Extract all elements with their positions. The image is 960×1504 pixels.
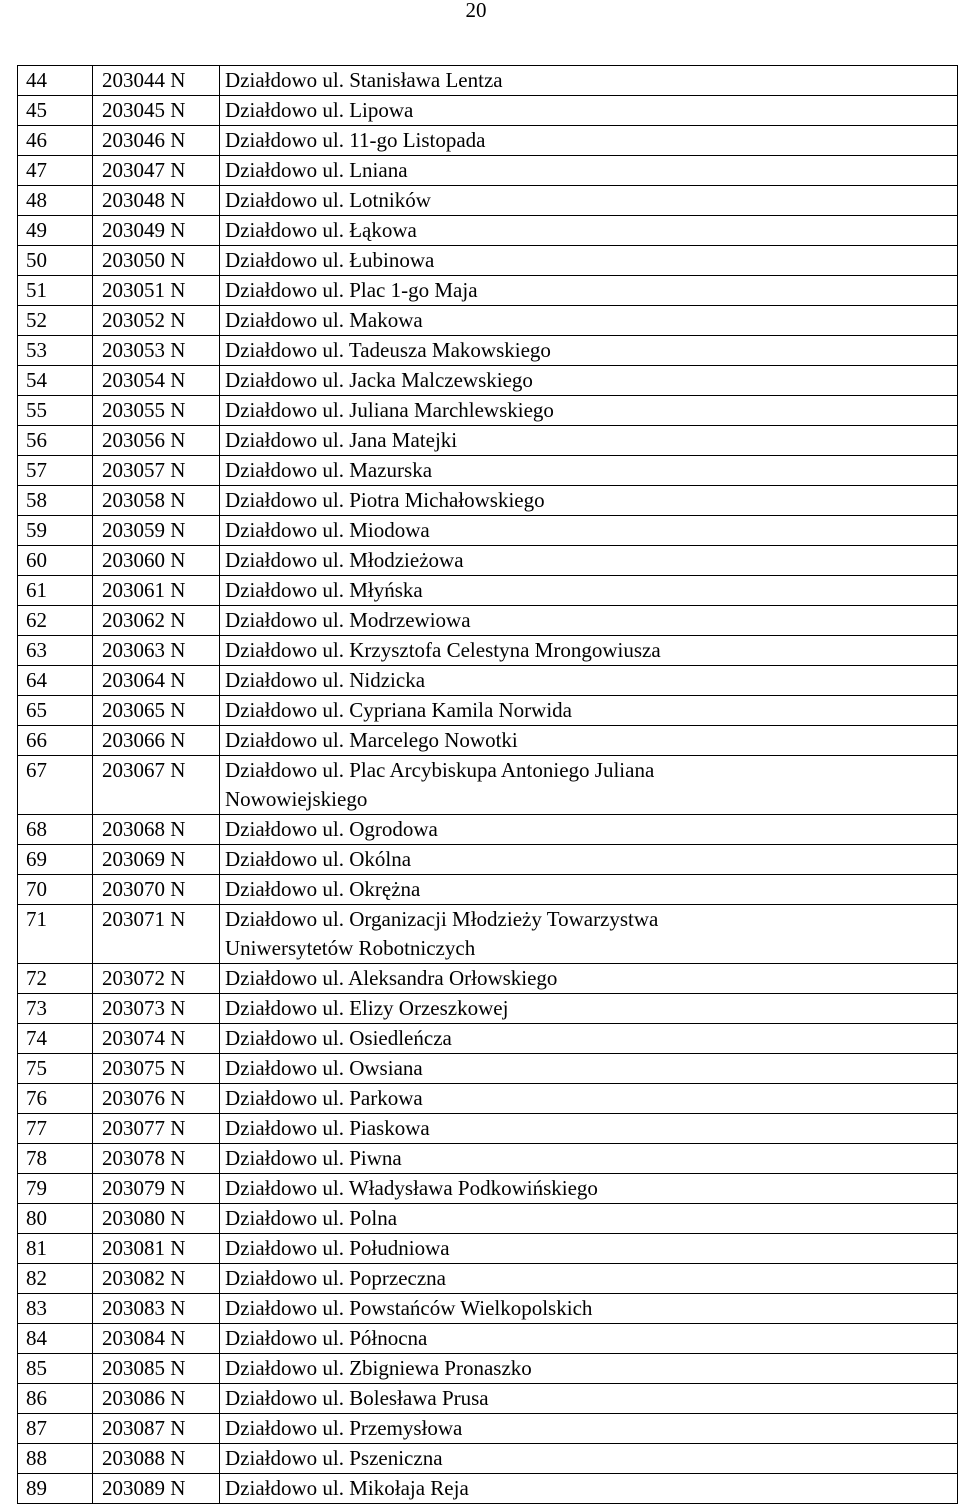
road-name-cell: [220, 1144, 958, 1174]
road-number-cell: 203073 N: [93, 994, 220, 1024]
row-index-cell: 49: [18, 216, 93, 246]
table-row: [18, 756, 958, 815]
road-name-cell: [220, 66, 958, 96]
table-row: [18, 1384, 958, 1414]
road-name-cell: [220, 1174, 958, 1204]
road-name-cell: [220, 636, 958, 666]
road-name-line: Działdowo ul. Jacka Malczewskiego: [225, 368, 533, 392]
road-name-cell: [220, 1354, 958, 1384]
road-name-cell: [220, 576, 958, 606]
road-name-line: Działdowo ul. 11-go Listopada: [225, 128, 486, 152]
row-index-cell: 82: [18, 1264, 93, 1294]
row-index-cell: 73: [18, 994, 93, 1024]
table-row: [18, 396, 958, 426]
row-index-cell: 56: [18, 426, 93, 456]
table-row: [18, 1054, 958, 1084]
road-number-cell: 203069 N: [93, 845, 220, 875]
road-name-line: Działdowo ul. Parkowa: [225, 1086, 423, 1110]
road-name-line: Działdowo ul. Przemysłowa: [225, 1416, 463, 1440]
road-number-cell: 203067 N: [93, 756, 220, 815]
row-index-cell: 64: [18, 666, 93, 696]
road-name-line: Działdowo ul. Aleksandra Orłowskiego: [225, 966, 558, 990]
road-number-cell: 203082 N: [93, 1264, 220, 1294]
table-row: [18, 606, 958, 636]
table-row: [18, 1294, 958, 1324]
road-name-line: Działdowo ul. Piwna: [225, 1146, 402, 1170]
row-index-cell: 78: [18, 1144, 93, 1174]
row-index-cell: 79: [18, 1174, 93, 1204]
table-row: [18, 1444, 958, 1474]
road-number-cell: 203061 N: [93, 576, 220, 606]
road-name-cell: [220, 216, 958, 246]
row-index-cell: 63: [18, 636, 93, 666]
road-name-cell: [220, 815, 958, 845]
road-number-cell: 203047 N: [93, 156, 220, 186]
row-index-cell: 88: [18, 1444, 93, 1474]
road-name-line: Nowowiejskiego: [225, 787, 368, 811]
road-name-line: Działdowo ul. Łąkowa: [225, 218, 417, 242]
road-number-cell: 203053 N: [93, 336, 220, 366]
road-name-cell: [220, 486, 958, 516]
table-row: [18, 1414, 958, 1444]
road-name-line: Działdowo ul. Lipowa: [225, 98, 414, 122]
table-row: [18, 1084, 958, 1114]
road-number-cell: 203084 N: [93, 1324, 220, 1354]
road-name-cell: [220, 276, 958, 306]
road-name-line: Działdowo ul. Lotników: [225, 188, 431, 212]
road-number-cell: 203088 N: [93, 1444, 220, 1474]
road-number-cell: 203087 N: [93, 1414, 220, 1444]
road-number-cell: 203046 N: [93, 126, 220, 156]
road-name-cell: [220, 1084, 958, 1114]
road-number-cell: 203089 N: [93, 1474, 220, 1504]
road-name-line: Działdowo ul. Zbigniewa Pronaszko: [225, 1356, 532, 1380]
road-name-line: Działdowo ul. Młodzieżowa: [225, 548, 464, 572]
row-index-cell: 70: [18, 875, 93, 905]
road-number-cell: 203070 N: [93, 875, 220, 905]
road-name-cell: [220, 994, 958, 1024]
road-name-cell: [220, 336, 958, 366]
table-row: [18, 875, 958, 905]
road-name-line: Działdowo ul. Makowa: [225, 308, 423, 332]
road-name-line: Działdowo ul. Mazurska: [225, 458, 433, 482]
road-number-cell: 203045 N: [93, 96, 220, 126]
road-name-line: Działdowo ul. Piaskowa: [225, 1116, 430, 1140]
table-row: [18, 336, 958, 366]
road-number-cell: 203059 N: [93, 516, 220, 546]
table-row: [18, 246, 958, 276]
row-index-cell: 67: [18, 756, 93, 815]
road-name-cell: [220, 1384, 958, 1414]
road-name-line: Działdowo ul. Nidzicka: [225, 668, 426, 692]
road-number-cell: 203072 N: [93, 964, 220, 994]
table-row: [18, 96, 958, 126]
table-row: [18, 905, 958, 964]
table-row: [18, 276, 958, 306]
row-index-cell: 61: [18, 576, 93, 606]
table-row: [18, 126, 958, 156]
road-name-cell: [220, 696, 958, 726]
road-name-cell: [220, 96, 958, 126]
road-name-line: Działdowo ul. Pszeniczna: [225, 1446, 443, 1470]
row-index-cell: 75: [18, 1054, 93, 1084]
road-name-line: Działdowo ul. Lniana: [225, 158, 408, 182]
road-name-cell: [220, 1324, 958, 1354]
road-name-cell: [220, 186, 958, 216]
page-number: 20: [465, 0, 487, 22]
road-name-line: Działdowo ul. Ogrodowa: [225, 817, 438, 841]
road-name-cell: [220, 905, 958, 964]
road-number-cell: 203048 N: [93, 186, 220, 216]
road-name-line: Działdowo ul. Mikołaja Reja: [225, 1476, 469, 1500]
road-number-cell: 203058 N: [93, 486, 220, 516]
table-row: [18, 1204, 958, 1234]
table-row: [18, 306, 958, 336]
row-index-cell: 47: [18, 156, 93, 186]
road-number-cell: 203078 N: [93, 1144, 220, 1174]
road-name-line: Działdowo ul. Osiedleńcza: [225, 1026, 452, 1050]
road-name-line: Działdowo ul. Łubinowa: [225, 248, 435, 272]
table-row: [18, 726, 958, 756]
roads-table: [17, 65, 958, 1504]
road-number-cell: 203077 N: [93, 1114, 220, 1144]
road-number-cell: 203068 N: [93, 815, 220, 845]
row-index-cell: 51: [18, 276, 93, 306]
road-number-cell: 203050 N: [93, 246, 220, 276]
road-name-cell: [220, 246, 958, 276]
road-name-cell: [220, 964, 958, 994]
road-number-cell: 203049 N: [93, 216, 220, 246]
road-name-cell: [220, 1414, 958, 1444]
road-name-line: Działdowo ul. Tadeusza Makowskiego: [225, 338, 551, 362]
road-name-line: Działdowo ul. Polna: [225, 1206, 398, 1230]
table-row: [18, 366, 958, 396]
road-name-line: Działdowo ul. Modrzewiowa: [225, 608, 471, 632]
table-row: [18, 1174, 958, 1204]
road-name-cell: [220, 156, 958, 186]
road-name-cell: [220, 1114, 958, 1144]
table-row: [18, 1234, 958, 1264]
road-number-cell: 203081 N: [93, 1234, 220, 1264]
table-row: [18, 1144, 958, 1174]
road-name-line: Działdowo ul. Organizacji Młodzieży Towarzystwa: [225, 907, 659, 931]
road-name-line: Działdowo ul. Północna: [225, 1326, 428, 1350]
road-name-cell: [220, 126, 958, 156]
road-name-cell: [220, 875, 958, 905]
table-row: [18, 815, 958, 845]
table-row: [18, 964, 958, 994]
road-number-cell: 203055 N: [93, 396, 220, 426]
road-name-line: Działdowo ul. Piotra Michałowskiego: [225, 488, 545, 512]
table-row: [18, 216, 958, 246]
road-number-cell: 203086 N: [93, 1384, 220, 1414]
road-number-cell: 203056 N: [93, 426, 220, 456]
row-index-cell: 48: [18, 186, 93, 216]
road-name-cell: [220, 426, 958, 456]
road-name-line: Działdowo ul. Okrężna: [225, 877, 421, 901]
table-row: [18, 636, 958, 666]
row-index-cell: 84: [18, 1324, 93, 1354]
row-index-cell: 52: [18, 306, 93, 336]
row-index-cell: 55: [18, 396, 93, 426]
row-index-cell: 68: [18, 815, 93, 845]
road-name-cell: [220, 606, 958, 636]
road-number-cell: 203052 N: [93, 306, 220, 336]
table-row: [18, 66, 958, 96]
road-name-cell: [220, 396, 958, 426]
table-row: [18, 1024, 958, 1054]
road-name-line: Działdowo ul. Młyńska: [225, 578, 423, 602]
road-number-cell: 203080 N: [93, 1204, 220, 1234]
row-index-cell: 69: [18, 845, 93, 875]
row-index-cell: 65: [18, 696, 93, 726]
row-index-cell: 50: [18, 246, 93, 276]
row-index-cell: 89: [18, 1474, 93, 1504]
road-number-cell: 203066 N: [93, 726, 220, 756]
row-index-cell: 45: [18, 96, 93, 126]
table-row: [18, 156, 958, 186]
table-row: [18, 576, 958, 606]
road-name-line: Działdowo ul. Południowa: [225, 1236, 450, 1260]
road-name-cell: [220, 1234, 958, 1264]
road-name-cell: [220, 1204, 958, 1234]
road-name-line: Działdowo ul. Miodowa: [225, 518, 430, 542]
row-index-cell: 77: [18, 1114, 93, 1144]
road-name-cell: [220, 366, 958, 396]
road-name-line: Działdowo ul. Krzysztofa Celestyna Mrongowiusza: [225, 638, 661, 662]
table-row: [18, 1474, 958, 1504]
table-row: [18, 486, 958, 516]
row-index-cell: 46: [18, 126, 93, 156]
roads-table-body: [18, 66, 958, 1504]
road-number-cell: 203085 N: [93, 1354, 220, 1384]
row-index-cell: 72: [18, 964, 93, 994]
road-name-line: Działdowo ul. Marcelego Nowotki: [225, 728, 518, 752]
road-number-cell: 203044 N: [93, 66, 220, 96]
table-row: [18, 666, 958, 696]
road-name-line: Działdowo ul. Poprzeczna: [225, 1266, 447, 1290]
road-name-cell: [220, 456, 958, 486]
road-number-cell: 203083 N: [93, 1294, 220, 1324]
table-row: [18, 1114, 958, 1144]
table-row: [18, 845, 958, 875]
table-row: [18, 1264, 958, 1294]
road-name-line: Działdowo ul. Bolesława Prusa: [225, 1386, 489, 1410]
road-name-line: Działdowo ul. Stanisława Lentza: [225, 68, 503, 92]
road-name-line: Działdowo ul. Władysława Podkowińskiego: [225, 1176, 598, 1200]
road-number-cell: 203079 N: [93, 1174, 220, 1204]
road-number-cell: 203071 N: [93, 905, 220, 964]
road-name-cell: [220, 306, 958, 336]
road-name-line: Działdowo ul. Elizy Orzeszkowej: [225, 996, 509, 1020]
road-name-cell: [220, 1474, 958, 1504]
table-row: [18, 1324, 958, 1354]
table-row: [18, 994, 958, 1024]
table-row: [18, 426, 958, 456]
row-index-cell: 81: [18, 1234, 93, 1264]
road-name-cell: [220, 1054, 958, 1084]
road-number-cell: 203074 N: [93, 1024, 220, 1054]
road-number-cell: 203062 N: [93, 606, 220, 636]
road-number-cell: 203075 N: [93, 1054, 220, 1084]
road-name-line: Działdowo ul. Jana Matejki: [225, 428, 458, 452]
road-number-cell: 203060 N: [93, 546, 220, 576]
road-name-cell: [220, 1294, 958, 1324]
table-row: [18, 516, 958, 546]
road-name-line: Działdowo ul. Plac Arcybiskupa Antoniego Juliana: [225, 758, 655, 782]
road-name-line: Działdowo ul. Powstańców Wielkopolskich: [225, 1296, 593, 1320]
table-row: [18, 186, 958, 216]
road-name-cell: [220, 666, 958, 696]
row-index-cell: 44: [18, 66, 93, 96]
row-index-cell: 57: [18, 456, 93, 486]
table-row: [18, 1354, 958, 1384]
table-row: [18, 696, 958, 726]
row-index-cell: 59: [18, 516, 93, 546]
road-name-cell: [220, 516, 958, 546]
road-number-cell: 203051 N: [93, 276, 220, 306]
row-index-cell: 71: [18, 905, 93, 964]
row-index-cell: 76: [18, 1084, 93, 1114]
road-number-cell: 203076 N: [93, 1084, 220, 1114]
row-index-cell: 86: [18, 1384, 93, 1414]
row-index-cell: 87: [18, 1414, 93, 1444]
row-index-cell: 85: [18, 1354, 93, 1384]
road-name-cell: [220, 1264, 958, 1294]
road-number-cell: 203057 N: [93, 456, 220, 486]
road-number-cell: 203063 N: [93, 636, 220, 666]
road-name-cell: [220, 546, 958, 576]
road-name-cell: [220, 756, 958, 815]
road-number-cell: 203054 N: [93, 366, 220, 396]
road-number-cell: 203065 N: [93, 696, 220, 726]
row-index-cell: 60: [18, 546, 93, 576]
road-name-line: Działdowo ul. Cypriana Kamila Norwida: [225, 698, 572, 722]
road-name-line: Działdowo ul. Plac 1-go Maja: [225, 278, 478, 302]
road-name-cell: [220, 1444, 958, 1474]
road-name-cell: [220, 726, 958, 756]
table-row: [18, 546, 958, 576]
row-index-cell: 53: [18, 336, 93, 366]
row-index-cell: 74: [18, 1024, 93, 1054]
row-index-cell: 54: [18, 366, 93, 396]
table-row: [18, 456, 958, 486]
road-name-line: Uniwersytetów Robotniczych: [225, 936, 476, 960]
row-index-cell: 66: [18, 726, 93, 756]
row-index-cell: 83: [18, 1294, 93, 1324]
row-index-cell: 80: [18, 1204, 93, 1234]
row-index-cell: 58: [18, 486, 93, 516]
road-name-line: Działdowo ul. Juliana Marchlewskiego: [225, 398, 554, 422]
row-index-cell: 62: [18, 606, 93, 636]
road-name-line: Działdowo ul. Owsiana: [225, 1056, 423, 1080]
road-number-cell: 203064 N: [93, 666, 220, 696]
road-name-cell: [220, 845, 958, 875]
road-name-line: Działdowo ul. Okólna: [225, 847, 412, 871]
road-name-cell: [220, 1024, 958, 1054]
